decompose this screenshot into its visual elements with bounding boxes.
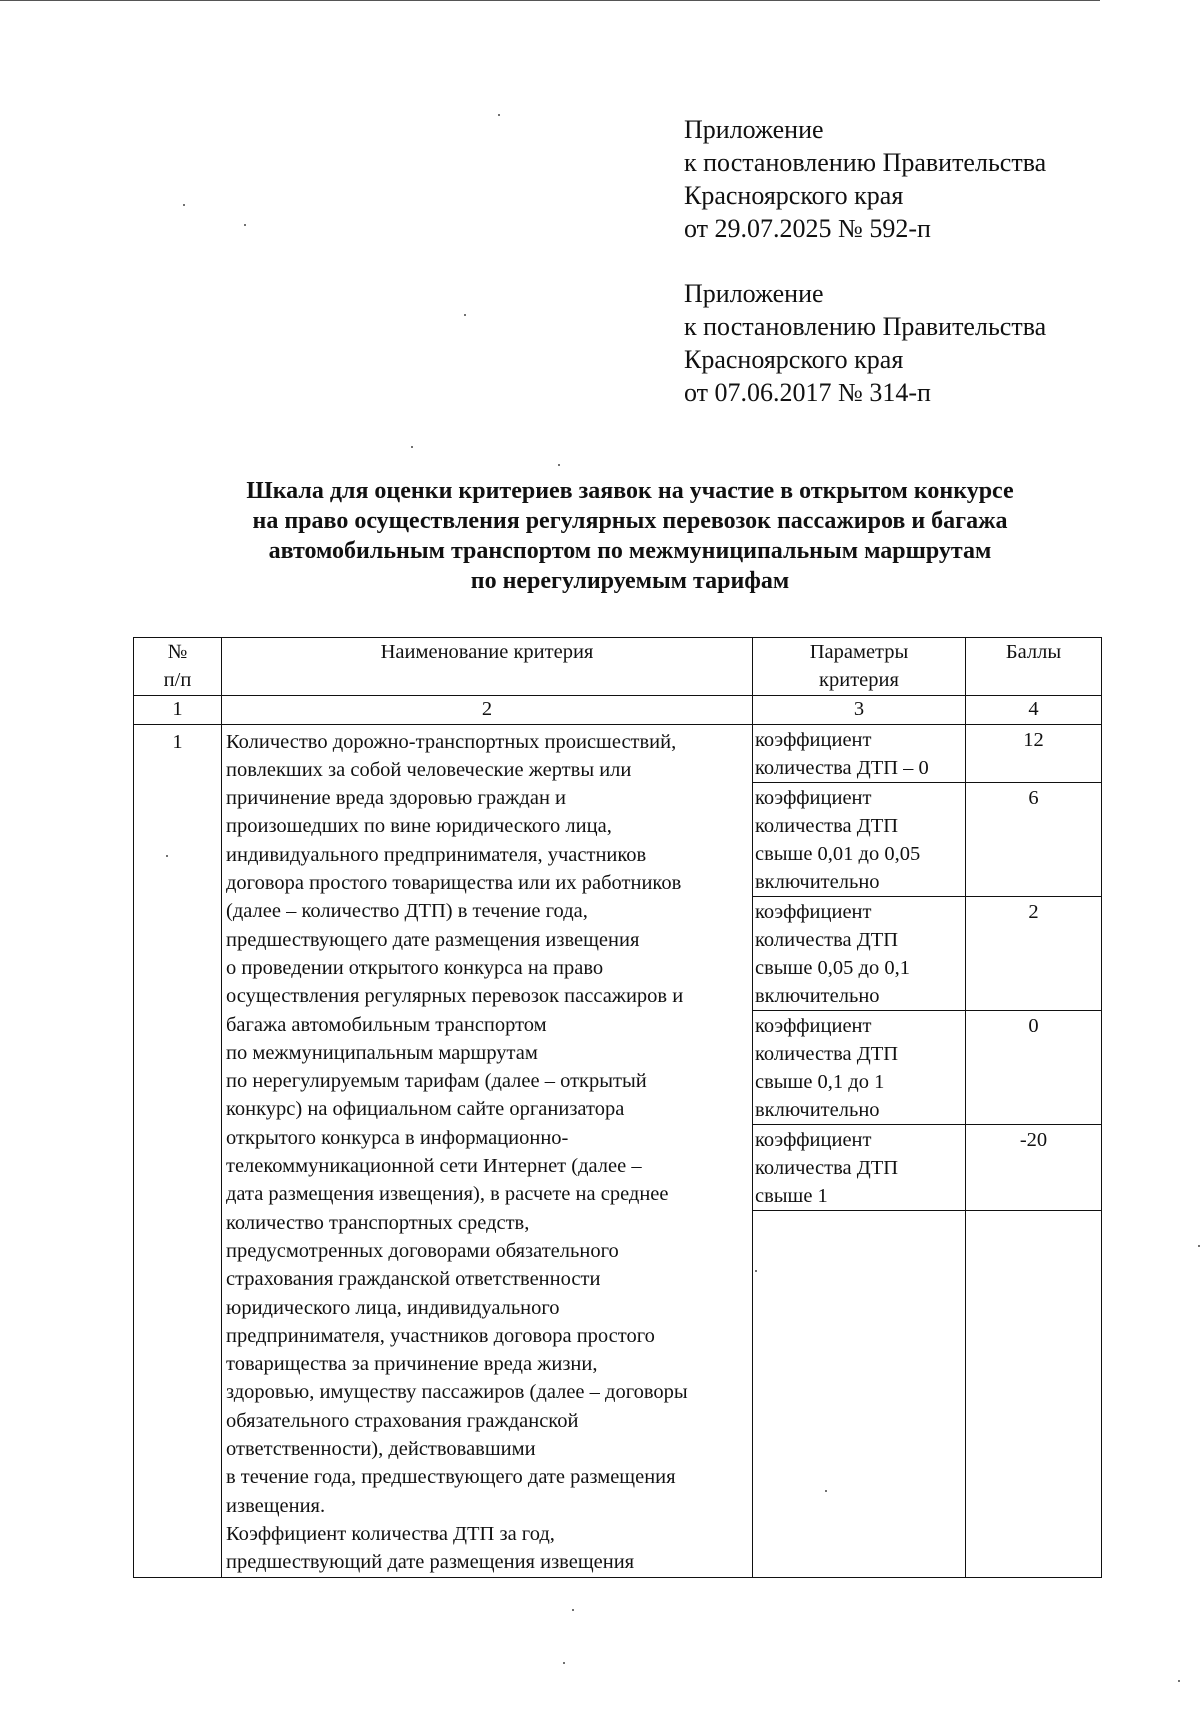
criterion-name-line: товарищества за причинение вреда жизни, [226,1353,598,1376]
param-line: включительно [755,871,880,894]
criterion-name-line: предшествующий дате размещения извещения [226,1551,635,1574]
criterion-name-line: предшествующего дате размещения извещения [226,928,640,951]
criterion-name-line: в течение года, предшествующего дате размещения [226,1466,676,1489]
criterion-name-line: извещения. [226,1494,326,1517]
criterion-name-line: телекоммуникационной сети Интернет (далее – [226,1155,642,1178]
criterion-name-cell [222,724,753,1577]
column-number-row [134,695,1102,724]
criterion-params-cell [753,724,966,1577]
appendix-line: Красноярского края [684,345,904,374]
scan-speck [572,1609,574,1611]
appendix-header-current [684,113,1046,245]
title-line: по нерегулируемым тарифам [470,568,790,594]
column-number: 2 [222,695,753,724]
appendix-line: Приложение [684,279,824,308]
score-value: 0 [966,1011,1101,1125]
criterion-name-line: юридического лица, индивидуального [226,1296,560,1319]
param-option [753,725,965,783]
table-row [134,724,1102,1577]
criterion-name-line: ответственности), действовавшими [226,1438,536,1461]
param-line: свыше 0,1 до 1 [755,1071,885,1094]
criterion-name-line: предпринимателя, участников договора простого [226,1324,655,1347]
criterion-name-line: договора простого товарищества или их работников [226,872,682,895]
scan-speck [411,446,413,448]
param-line: свыше 0,05 до 0,1 [755,957,910,980]
table-header-row [134,638,1102,696]
score-value: -20 [966,1125,1101,1211]
header-number-line: п/п [163,669,192,692]
document-title [100,476,1160,596]
score-value: 12 [966,725,1101,783]
scan-speck [498,114,500,116]
appendix-date-number: от 29.07.2025 № 592-п [684,214,931,243]
param-line: включительно [755,985,880,1008]
title-line: на право осуществления регулярных перевозок пассажиров и багажа [252,508,1008,534]
title-line: автомобильным транспортом по межмуниципальным маршрутам [268,538,992,564]
scan-speck [825,1490,827,1492]
param-option [753,1125,965,1211]
param-option [753,783,965,897]
criterion-name-line: причинение вреда здоровью граждан и [226,787,567,810]
criteria-table [133,637,1102,1578]
scan-speck [755,1270,757,1272]
criterion-name-line: по межмуниципальным маршрутам [226,1041,538,1064]
score-value: 6 [966,783,1101,897]
header-number-line: № [167,641,188,663]
param-option [753,1011,965,1125]
header-params-line: Параметры [809,641,909,663]
title-line: Шкала для оценки критериев заявок на участие в открытом конкурсе [246,478,1014,504]
appendix-line: Красноярского края [684,181,904,210]
criterion-name-line: обязательного страхования гражданской [226,1409,579,1432]
header-score [966,638,1102,696]
param-line: свыше 1 [755,1185,828,1208]
param-line: количества ДТП [755,928,899,951]
column-number: 3 [753,695,966,724]
criterion-name-line: дата размещения извещения), в расчете на среднее [226,1183,669,1206]
row-number [134,724,222,1577]
header-criterion-params [753,638,966,696]
criterion-name-line: по нерегулируемым тарифам (далее – открытый [226,1070,647,1093]
param-line: количества ДТП [755,1042,899,1065]
appendix-date-number: от 07.06.2017 № 314-п [684,378,931,407]
top-scan-edge [0,0,1100,1]
score-value: 2 [966,897,1101,1011]
param-line: коэффициент [755,1014,872,1037]
header-criterion-name-text: Наименование критерия [380,641,594,663]
param-line: количества ДТП – 0 [755,756,929,779]
column-number: 4 [966,695,1102,724]
scan-speck [166,855,168,857]
criterion-name-text [222,725,752,1577]
criterion-name-line: произошедших по вине юридического лица, [226,815,612,838]
header-criterion-name [222,638,753,696]
criterion-name-line: страхования гражданской ответственности [226,1268,601,1291]
appendix-line: к постановлению Правительства [684,148,1047,177]
criterion-name-line: открытого конкурса в информационно- [226,1126,569,1149]
param-line: коэффициент [755,786,872,809]
param-line: коэффициент [755,728,872,751]
header-number [134,638,222,696]
criterion-name-line: количество транспортных средств, [226,1211,530,1234]
param-line: коэффициент [755,900,872,923]
criterion-name-line: о проведении открытого конкурса на право [226,956,604,979]
row-number-text: 1 [172,730,183,753]
criterion-name-line: осуществления регулярных перевозок пассажиров и [226,985,684,1008]
criterion-name-line: Количество дорожно-транспортных происшествий, [226,730,677,753]
criterion-name-line: предусмотренных договорами обязательного [226,1239,619,1262]
scan-speck [244,224,246,226]
column-number: 1 [134,695,222,724]
appendix-line: Приложение [684,115,824,144]
criterion-name-line: (далее – количество ДТП) в течение года, [226,900,588,923]
criterion-name-line: здоровью, имуществу пассажиров (далее – договоры [226,1381,688,1404]
scan-speck [183,204,185,206]
scan-speck [563,1662,565,1664]
param-line: количества ДТП [755,814,899,837]
header-score-text: Баллы [1005,641,1062,663]
header-params-line: критерия [819,669,899,692]
score-cell [966,724,1102,1577]
criterion-name-line: Коэффициент количества ДТП за год, [226,1522,555,1545]
criterion-name-line: конкурс) на официальном сайте организатора [226,1098,625,1121]
appendix-header-original [684,277,1046,409]
scan-speck [1178,1680,1180,1682]
scan-speck [464,314,466,316]
criterion-name-line: багажа автомобильным транспортом [226,1013,547,1036]
criterion-name-line: индивидуального предпринимателя, участников [226,843,647,866]
param-line: включительно [755,1099,880,1122]
scan-speck [558,464,560,466]
appendix-line: к постановлению Правительства [684,312,1047,341]
param-line: коэффициент [755,1128,872,1151]
param-line: свыше 0,01 до 0,05 [755,843,921,866]
criterion-name-line: повлекших за собой человеческие жертвы или [226,758,632,781]
param-option [753,897,965,1011]
param-line: количества ДТП [755,1156,899,1179]
